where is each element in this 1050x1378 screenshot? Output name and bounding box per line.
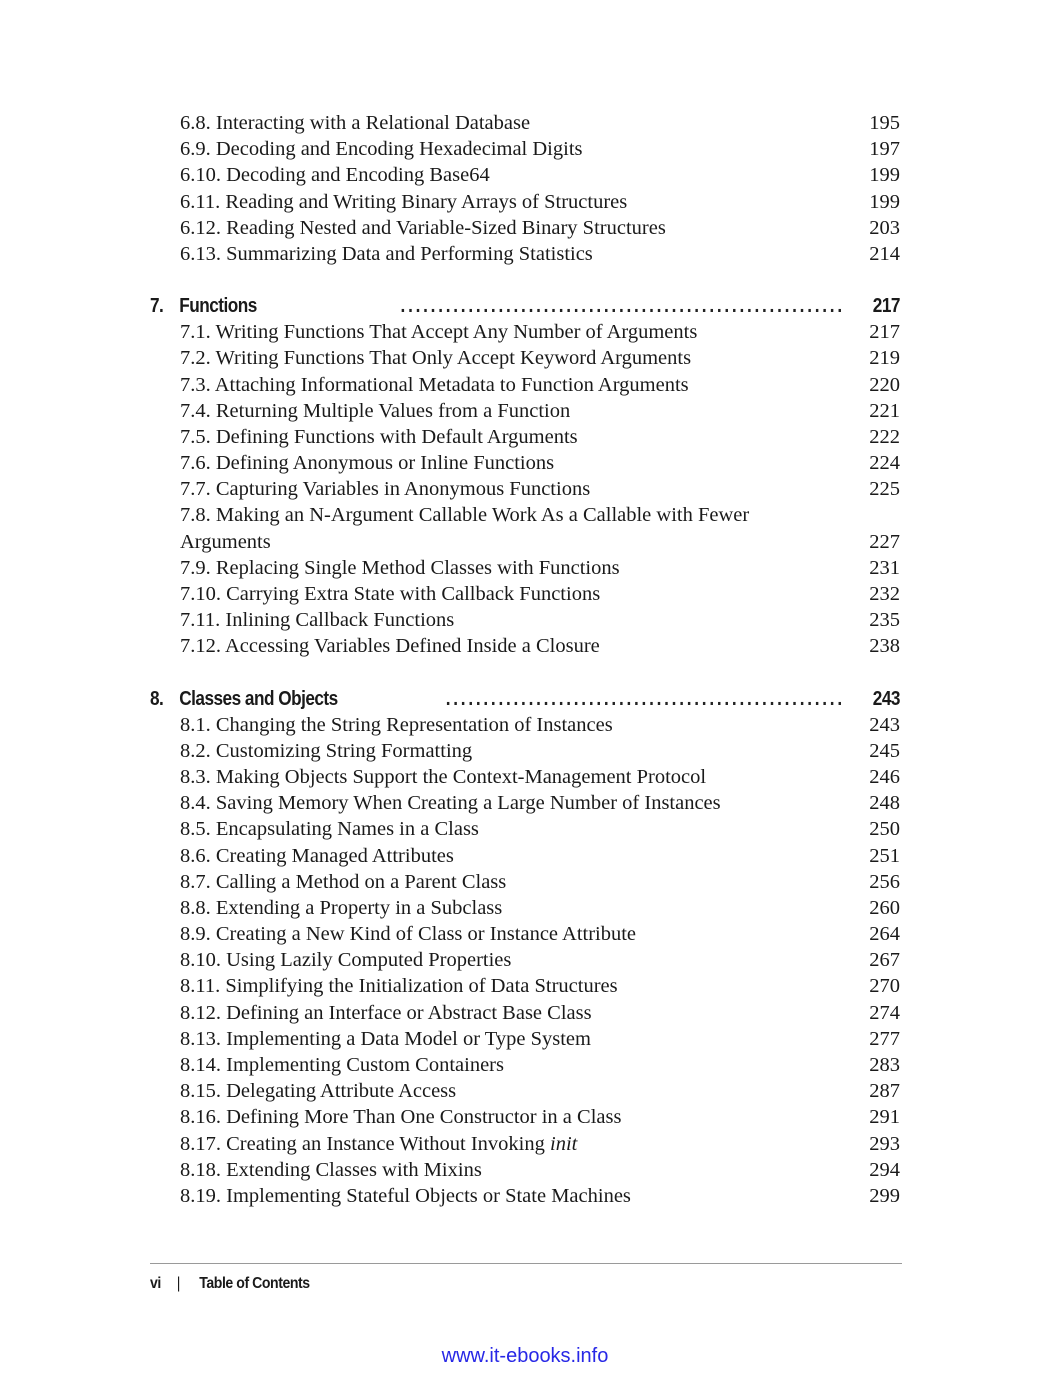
toc-entry-title: 8.16. Defining More Than One Constructor in a Class — [180, 1106, 622, 1129]
toc-entry-page: 277 — [869, 1027, 900, 1050]
toc-entry-page: 256 — [869, 870, 900, 893]
toc-entry-title: 7.4. Returning Multiple Values from a Function — [180, 399, 571, 422]
toc-entry-title: 8.14. Implementing Custom Containers — [180, 1054, 504, 1077]
chapter-title: Functions — [179, 295, 257, 318]
toc-entry-page: 231 — [869, 556, 900, 579]
toc-entry-8-5[interactable] — [150, 816, 902, 842]
toc-entry-title: 8.6. Creating Managed Attributes — [180, 844, 454, 867]
toc-entry-6-13[interactable] — [150, 241, 902, 267]
toc-entry-page: 267 — [869, 949, 900, 972]
toc-entry-page: 232 — [869, 583, 900, 606]
toc-entry-page: 291 — [869, 1106, 900, 1129]
toc-entry-title: 8.15. Delegating Attribute Access — [180, 1080, 457, 1103]
toc-entry-page: 250 — [869, 818, 900, 841]
toc-entry-8-4[interactable] — [150, 790, 902, 816]
toc-entry-8-15[interactable] — [150, 1078, 902, 1104]
toc-entry-title: 7.6. Defining Anonymous or Inline Functions — [180, 452, 555, 475]
toc-entry-7-3[interactable] — [150, 372, 902, 398]
watermark-link[interactable]: www.it-ebooks.info — [441, 1345, 609, 1367]
chapter-number: 8. — [150, 687, 164, 710]
toc-entry-title: 8.11. Simplifying the Initialization of Data Structures — [180, 975, 618, 998]
footer-divider — [150, 1263, 902, 1264]
toc-entry-title: 6.9. Decoding and Encoding Hexadecimal Digits — [180, 138, 583, 161]
toc-entry-title: 6.12. Reading Nested and Variable-Sized Binary Structures — [180, 216, 666, 239]
toc-entry-8-16[interactable] — [150, 1104, 902, 1130]
toc-entry-page: 217 — [869, 321, 900, 344]
toc-entry-page: 283 — [869, 1054, 900, 1077]
toc-entry-7-12[interactable] — [150, 633, 902, 659]
chapter-page: 243 — [872, 687, 900, 710]
toc-entry-title: 6.8. Interacting with a Relational Database — [180, 112, 531, 134]
toc-entry-7-2[interactable] — [150, 345, 902, 371]
toc-entry-title: 8.12. Defining an Interface or Abstract Base Class — [180, 1001, 592, 1024]
toc-entry-8-17[interactable] — [150, 1131, 902, 1157]
toc-entry-title: 8.3. Making Objects Support the Context-Management Protocol — [180, 765, 707, 788]
table-of-contents — [150, 110, 902, 1209]
toc-entry-title: 8.1. Changing the String Representation of Instances — [180, 713, 613, 736]
toc-entry-8-14[interactable] — [150, 1052, 902, 1078]
toc-entry-page: 264 — [869, 923, 900, 946]
toc-entry-page: 214 — [869, 242, 900, 265]
toc-entry-6-9[interactable] — [150, 136, 902, 162]
toc-entry-title: 8.19. Implementing Stateful Objects or State Machines — [180, 1184, 631, 1207]
toc-entry-page: 199 — [869, 164, 900, 187]
toc-entry-6-12[interactable] — [150, 215, 902, 241]
toc-entry-title: 7.10. Carrying Extra State with Callback Functions — [180, 583, 601, 606]
toc-entry-title: 7.2. Writing Functions That Only Accept Keyword Arguments — [180, 347, 692, 370]
toc-entry-7-11[interactable] — [150, 607, 902, 633]
toc-entry-7-1[interactable] — [150, 319, 902, 345]
toc-chapter-7[interactable] — [150, 293, 902, 319]
toc-entry-8-8[interactable] — [150, 895, 902, 921]
toc-entry-7-9[interactable] — [150, 555, 902, 581]
toc-entry-page: 246 — [869, 765, 900, 788]
toc-entry-title: 7.1. Writing Functions That Accept Any Number of Arguments — [180, 321, 698, 344]
toc-entry-page: 195 — [869, 112, 900, 134]
toc-entry-page: 199 — [869, 190, 900, 213]
toc-entry-page: 294 — [869, 1158, 900, 1181]
toc-entry-8-13[interactable] — [150, 1026, 902, 1052]
toc-entry-6-11[interactable] — [150, 189, 902, 215]
toc-entry-title: 8.13. Implementing a Data Model or Type System — [180, 1027, 591, 1050]
toc-entry-title: 6.13. Summarizing Data and Performing Statistics — [180, 242, 593, 265]
toc-entry-8-10[interactable] — [150, 947, 902, 973]
toc-entry-page: 235 — [869, 609, 900, 632]
toc-entry-page: 260 — [869, 896, 900, 919]
toc-entry-title: 8.10. Using Lazily Computed Properties — [180, 949, 512, 972]
toc-entry-page: 203 — [869, 216, 900, 239]
toc-entry-8-1[interactable] — [150, 712, 902, 738]
toc-entry-page: 219 — [869, 347, 900, 370]
toc-entry-page: 227 — [869, 530, 900, 553]
toc-entry-7-7[interactable] — [150, 476, 902, 502]
toc-entry-8-18[interactable] — [150, 1157, 902, 1183]
toc-entry-8-19[interactable] — [150, 1183, 902, 1209]
toc-entry-title: 8.17. Creating an Instance Without Invoking — [180, 1132, 551, 1155]
dot-leader: ..................................................... — [445, 687, 845, 710]
toc-entry-page: 224 — [869, 452, 900, 475]
toc-entry-title: 7.9. Replacing Single Method Classes with Functions — [180, 556, 620, 579]
toc-entry-title: 8.4. Saving Memory When Creating a Large Number of Instances — [180, 792, 721, 815]
toc-entry-title: 8.5. Encapsulating Names in a Class — [180, 818, 479, 841]
page-number: vi — [150, 1275, 161, 1292]
toc-entry-page: 270 — [869, 975, 900, 998]
toc-entry-8-3[interactable] — [150, 764, 902, 790]
chapter-title: Classes and Objects — [179, 687, 338, 710]
toc-entry-title: 6.11. Reading and Writing Binary Arrays of Structures — [180, 190, 628, 213]
chapter-page: 217 — [872, 295, 900, 318]
toc-chapter-8[interactable] — [150, 686, 902, 712]
toc-entry-title: 8.2. Customizing String Formatting — [180, 739, 473, 762]
toc-entry-8-9[interactable] — [150, 921, 902, 947]
toc-entry-page: 197 — [869, 138, 900, 161]
toc-entry-title: 7.3. Attaching Informational Metadata to Function Arguments — [180, 373, 689, 396]
toc-entry-page: 221 — [869, 399, 900, 422]
page-footer — [150, 1272, 310, 1296]
toc-entry-7-5[interactable] — [150, 424, 902, 450]
toc-entry-7-4[interactable] — [150, 398, 902, 424]
toc-entry-title-italic: init — [550, 1132, 578, 1155]
toc-entry-6-8[interactable] — [150, 110, 902, 136]
toc-entry-page: 225 — [869, 478, 900, 501]
toc-entry-title: 6.10. Decoding and Encoding Base64 — [180, 164, 490, 187]
toc-entry-page: 274 — [869, 1001, 900, 1024]
toc-entry-page: 222 — [869, 425, 900, 448]
toc-entry-page: 238 — [869, 635, 900, 658]
toc-entry-title: 8.8. Extending a Property in a Subclass — [180, 896, 503, 919]
toc-entry-title: 7.7. Capturing Variables in Anonymous Functions — [180, 478, 591, 501]
toc-entry-title: 7.5. Defining Functions with Default Arguments — [180, 425, 578, 448]
chapter-number: 7. — [150, 295, 164, 318]
toc-entry-page: 243 — [869, 713, 900, 736]
toc-entry-page: 287 — [869, 1080, 900, 1103]
toc-entry-7-8[interactable] — [150, 502, 902, 554]
toc-entry-page: 251 — [869, 844, 900, 867]
toc-entry-8-12[interactable] — [150, 1000, 902, 1026]
toc-entry-page: 293 — [869, 1132, 900, 1155]
toc-entry-title: 8.9. Creating a New Kind of Class or Instance Attribute — [180, 923, 637, 946]
toc-entry-page: 245 — [869, 739, 900, 762]
toc-entry-8-11[interactable] — [150, 973, 902, 999]
toc-entry-title: 8.7. Calling a Method on a Parent Class — [180, 870, 507, 893]
toc-entry-page: 220 — [869, 373, 900, 396]
footer-separator: | — [176, 1275, 180, 1292]
toc-entry-8-7[interactable] — [150, 869, 902, 895]
toc-entry-title: 7.8. Making an N-Argument Callable Work As a Callable with Fewer Arguments — [180, 504, 750, 553]
toc-entry-8-2[interactable] — [150, 738, 902, 764]
toc-entry-page: 248 — [869, 792, 900, 815]
toc-entry-7-10[interactable] — [150, 581, 902, 607]
dot-leader: ........................................................... — [400, 295, 845, 318]
toc-entry-title: 8.18. Extending Classes with Mixins — [180, 1158, 482, 1181]
toc-entry-6-10[interactable] — [150, 162, 902, 188]
footer-section-title: Table of Contents — [199, 1275, 310, 1292]
toc-entry-7-6[interactable] — [150, 450, 902, 476]
toc-entry-8-6[interactable] — [150, 843, 902, 869]
toc-entry-title: 7.11. Inlining Callback Functions — [180, 609, 455, 632]
toc-entry-page: 299 — [869, 1184, 900, 1207]
toc-entry-title: 7.12. Accessing Variables Defined Inside a Closure — [180, 635, 600, 658]
